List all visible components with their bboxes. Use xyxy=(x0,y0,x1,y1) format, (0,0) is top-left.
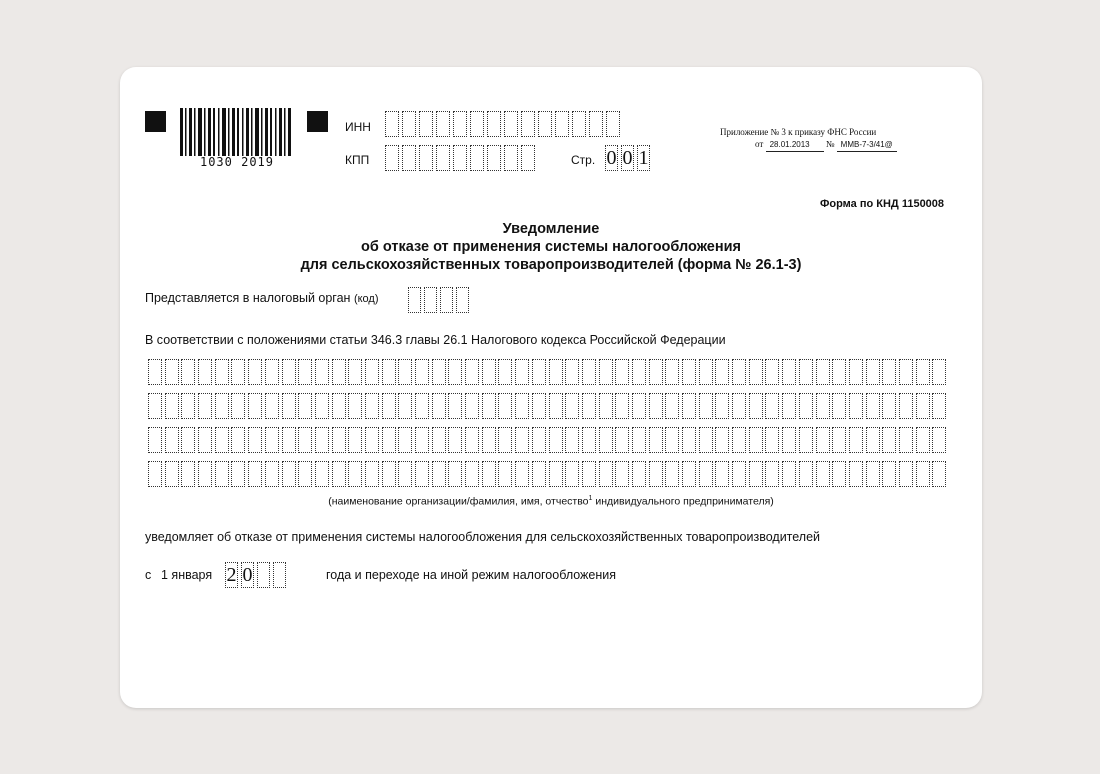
name-grid-cell[interactable] xyxy=(749,393,763,419)
name-grid-cell[interactable] xyxy=(549,461,563,487)
inn-cell[interactable] xyxy=(419,111,433,137)
inn-cell[interactable] xyxy=(589,111,603,137)
name-grid-cell[interactable] xyxy=(448,461,462,487)
name-grid-cell[interactable] xyxy=(615,427,629,453)
name-grid-cell[interactable] xyxy=(899,461,913,487)
inn-cell[interactable] xyxy=(555,111,569,137)
kpp-cell[interactable] xyxy=(453,145,467,171)
name-grid-cell[interactable] xyxy=(782,461,796,487)
page-digit[interactable]: 0 xyxy=(606,147,617,169)
name-grid-cell[interactable] xyxy=(866,393,880,419)
name-grid-cell[interactable] xyxy=(148,427,162,453)
name-grid-cell[interactable] xyxy=(265,461,279,487)
name-grid-cell[interactable] xyxy=(515,461,529,487)
inn-cell[interactable] xyxy=(487,111,501,137)
knd-code: Форма по КНД 1150008 xyxy=(820,198,945,210)
name-grid-cell[interactable] xyxy=(448,393,462,419)
name-grid-cell[interactable] xyxy=(382,359,396,385)
barcode-number: 1030 2019 xyxy=(199,155,275,169)
year-digit[interactable]: 0 xyxy=(242,564,253,586)
name-grid-cell[interactable] xyxy=(415,393,429,419)
code-cell[interactable] xyxy=(440,287,453,313)
name-grid-cell[interactable] xyxy=(782,393,796,419)
name-grid-cell[interactable] xyxy=(215,427,229,453)
title-line2: об отказе от применения системы налогообложения xyxy=(361,239,741,255)
notify-text: уведомляет об отказе от применения системы налогообложения для сельскохозяйственных товаропроизводителей xyxy=(145,530,821,544)
name-grid-cell[interactable] xyxy=(465,359,479,385)
name-grid-cell[interactable] xyxy=(498,393,512,419)
name-grid-cell[interactable] xyxy=(665,393,679,419)
year-digit[interactable] xyxy=(273,562,286,588)
name-grid-cell[interactable] xyxy=(749,461,763,487)
name-grid-cell[interactable] xyxy=(849,427,863,453)
name-grid-cell[interactable] xyxy=(532,393,546,419)
name-grid-cell[interactable] xyxy=(348,461,362,487)
name-grid-cell[interactable] xyxy=(248,393,262,419)
kpp-cell[interactable] xyxy=(521,145,535,171)
name-grid-cell[interactable] xyxy=(632,461,646,487)
name-grid-cell[interactable] xyxy=(699,461,713,487)
name-grid-cell[interactable] xyxy=(231,359,245,385)
name-grid-cell[interactable] xyxy=(532,427,546,453)
name-grid-cell[interactable] xyxy=(832,427,846,453)
name-grid-cell[interactable] xyxy=(298,393,312,419)
name-grid-cell[interactable] xyxy=(866,461,880,487)
name-grid-cell[interactable] xyxy=(816,393,830,419)
name-grid-cell[interactable] xyxy=(498,427,512,453)
kpp-cell[interactable] xyxy=(385,145,399,171)
name-grid-cell[interactable] xyxy=(365,393,379,419)
name-grid-cell[interactable] xyxy=(765,427,779,453)
name-grid-cell[interactable] xyxy=(599,393,613,419)
alignment-marker-left xyxy=(145,111,166,132)
name-grid-cell[interactable] xyxy=(882,359,896,385)
inn-cell[interactable] xyxy=(402,111,416,137)
name-grid-cell[interactable] xyxy=(348,393,362,419)
inn-cell[interactable] xyxy=(385,111,399,137)
name-grid-cell[interactable] xyxy=(866,427,880,453)
name-grid-cell[interactable] xyxy=(332,393,346,419)
name-grid-cell[interactable] xyxy=(632,427,646,453)
name-grid-cell[interactable] xyxy=(732,359,746,385)
name-caption xyxy=(120,495,982,508)
name-grid-cell[interactable] xyxy=(932,427,946,453)
name-grid-cell[interactable] xyxy=(899,393,913,419)
inn-cell[interactable] xyxy=(504,111,518,137)
name-grid-row[interactable] xyxy=(148,427,949,453)
annex-date: 28.01.2013 xyxy=(766,139,824,152)
name-grid-cell[interactable] xyxy=(198,393,212,419)
name-grid-cell[interactable] xyxy=(715,359,729,385)
name-grid-cell[interactable] xyxy=(849,461,863,487)
name-grid-cell[interactable] xyxy=(882,461,896,487)
name-grid-cell[interactable] xyxy=(582,461,596,487)
name-grid-cell[interactable] xyxy=(465,393,479,419)
name-grid-cell[interactable] xyxy=(699,393,713,419)
name-grid-cell[interactable] xyxy=(348,359,362,385)
name-grid-cell[interactable] xyxy=(482,461,496,487)
name-grid-cell[interactable] xyxy=(649,427,663,453)
name-grid-cell[interactable] xyxy=(866,359,880,385)
name-grid-cell[interactable] xyxy=(632,393,646,419)
name-grid-cell[interactable] xyxy=(181,461,195,487)
name-grid-cell[interactable] xyxy=(398,427,412,453)
name-grid-cell[interactable] xyxy=(916,359,930,385)
name-grid-cell[interactable] xyxy=(832,393,846,419)
name-grid-row[interactable] xyxy=(148,359,949,385)
name-grid-cell[interactable] xyxy=(899,427,913,453)
name-grid-cell[interactable] xyxy=(515,359,529,385)
name-grid-cell[interactable] xyxy=(749,427,763,453)
name-grid-cell[interactable] xyxy=(582,359,596,385)
tax-authority-text: Представляется в налоговый орган xyxy=(145,291,351,305)
annex-ot: от xyxy=(755,139,764,149)
name-grid-cell[interactable] xyxy=(498,359,512,385)
name-grid-cell[interactable] xyxy=(715,461,729,487)
name-grid-cell[interactable] xyxy=(432,427,446,453)
name-grid-cell[interactable] xyxy=(749,359,763,385)
name-grid-cell[interactable] xyxy=(615,393,629,419)
name-grid-cell[interactable] xyxy=(565,359,579,385)
name-grid-cell[interactable] xyxy=(649,359,663,385)
name-grid-cell[interactable] xyxy=(882,393,896,419)
name-grid-cell[interactable] xyxy=(932,393,946,419)
alignment-marker-right xyxy=(307,111,328,132)
name-grid-cell[interactable] xyxy=(215,359,229,385)
name-grid-cell[interactable] xyxy=(231,393,245,419)
name-grid-cell[interactable] xyxy=(732,393,746,419)
form-title xyxy=(120,220,982,274)
tax-authority-code-field[interactable] xyxy=(408,287,472,313)
tax-authority-label xyxy=(145,291,379,305)
name-grid-cell[interactable] xyxy=(615,359,629,385)
name-grid-cell[interactable] xyxy=(699,359,713,385)
title-line1: Уведомление xyxy=(502,221,600,237)
name-grid-cell[interactable] xyxy=(282,393,296,419)
name-grid-cell[interactable] xyxy=(448,359,462,385)
name-grid-cell[interactable] xyxy=(165,427,179,453)
name-grid-cell[interactable] xyxy=(348,427,362,453)
name-grid-cell[interactable] xyxy=(415,427,429,453)
name-grid-cell[interactable] xyxy=(932,359,946,385)
name-grid-cell[interactable] xyxy=(899,359,913,385)
annex-line2 xyxy=(755,138,990,152)
name-grid-cell[interactable] xyxy=(665,461,679,487)
name-grid-cell[interactable] xyxy=(682,461,696,487)
name-grid-cell[interactable] xyxy=(649,461,663,487)
name-grid-cell[interactable] xyxy=(365,427,379,453)
name-grid-cell[interactable] xyxy=(315,359,329,385)
name-grid-cell[interactable] xyxy=(382,393,396,419)
name-grid-cell[interactable] xyxy=(816,359,830,385)
name-grid-cell[interactable] xyxy=(882,427,896,453)
year-digit[interactable] xyxy=(257,562,270,588)
name-grid-cell[interactable] xyxy=(799,461,813,487)
name-grid-cell[interactable] xyxy=(565,461,579,487)
name-grid-cell[interactable] xyxy=(782,359,796,385)
name-grid-cell[interactable] xyxy=(498,461,512,487)
name-grid-cell[interactable] xyxy=(565,393,579,419)
from-c: с xyxy=(145,568,152,582)
name-grid-cell[interactable] xyxy=(165,461,179,487)
name-grid-cell[interactable] xyxy=(699,427,713,453)
name-grid-cell[interactable] xyxy=(665,427,679,453)
name-grid-cell[interactable] xyxy=(382,461,396,487)
name-grid-cell[interactable] xyxy=(198,359,212,385)
name-grid-cell[interactable] xyxy=(532,461,546,487)
name-grid-cell[interactable] xyxy=(715,427,729,453)
name-grid-row[interactable] xyxy=(148,393,949,419)
name-grid-cell[interactable] xyxy=(298,359,312,385)
year-digit[interactable]: 2 xyxy=(226,564,237,586)
inn-cell[interactable] xyxy=(606,111,620,137)
annex-no-label: № xyxy=(825,139,835,149)
name-grid-cell[interactable] xyxy=(298,427,312,453)
name-grid-cell[interactable] xyxy=(916,427,930,453)
name-grid-cell[interactable] xyxy=(582,393,596,419)
kpp-field[interactable] xyxy=(385,145,538,171)
name-grid-cell[interactable] xyxy=(482,359,496,385)
name-grid-cell[interactable] xyxy=(382,427,396,453)
name-grid-cell[interactable] xyxy=(398,393,412,419)
name-grid-cell[interactable] xyxy=(532,359,546,385)
name-grid-cell[interactable] xyxy=(849,393,863,419)
name-grid-cell[interactable] xyxy=(515,393,529,419)
inn-cell[interactable] xyxy=(572,111,586,137)
form-sheet xyxy=(120,67,982,708)
page-number-field[interactable] xyxy=(605,145,653,171)
name-grid-cell[interactable] xyxy=(265,359,279,385)
name-grid-row[interactable] xyxy=(148,461,949,487)
name-grid-cell[interactable] xyxy=(782,427,796,453)
name-grid-cell[interactable] xyxy=(398,359,412,385)
name-grid-cell[interactable] xyxy=(816,461,830,487)
name-grid-cell[interactable] xyxy=(248,359,262,385)
name-grid-cell[interactable] xyxy=(482,393,496,419)
name-grid-cell[interactable] xyxy=(732,427,746,453)
name-grid-cell[interactable] xyxy=(298,461,312,487)
year-field[interactable] xyxy=(225,562,289,588)
name-grid-cell[interactable] xyxy=(765,461,779,487)
name-grid-cell[interactable] xyxy=(315,461,329,487)
barcode-icon xyxy=(180,108,292,156)
name-grid-cell[interactable] xyxy=(549,427,563,453)
name-grid-cell[interactable] xyxy=(282,359,296,385)
name-grid-cell[interactable] xyxy=(432,359,446,385)
name-grid-cell[interactable] xyxy=(682,359,696,385)
name-grid-cell[interactable] xyxy=(432,461,446,487)
annex-reference xyxy=(720,126,990,152)
kpp-cell[interactable] xyxy=(504,145,518,171)
kpp-cell[interactable] xyxy=(436,145,450,171)
page-digit[interactable]: 1 xyxy=(638,147,649,169)
name-grid-cell[interactable] xyxy=(549,359,563,385)
name-grid-cell[interactable] xyxy=(932,461,946,487)
name-grid-cell[interactable] xyxy=(599,427,613,453)
name-grid-cell[interactable] xyxy=(181,359,195,385)
kpp-cell[interactable] xyxy=(470,145,484,171)
name-grid-cell[interactable] xyxy=(732,461,746,487)
name-grid-cell[interactable] xyxy=(649,393,663,419)
name-grid-cell[interactable] xyxy=(916,393,930,419)
name-grid-cell[interactable] xyxy=(215,393,229,419)
name-grid-cell[interactable] xyxy=(248,427,262,453)
name-grid-cell[interactable] xyxy=(799,359,813,385)
name-grid-cell[interactable] xyxy=(799,393,813,419)
name-grid-cell[interactable] xyxy=(148,461,162,487)
name-grid-cell[interactable] xyxy=(148,359,162,385)
name-grid-cell[interactable] xyxy=(432,393,446,419)
page-digit[interactable]: 0 xyxy=(622,147,633,169)
annex-number: ММВ-7-3/41@ xyxy=(837,139,897,152)
name-grid-cell[interactable] xyxy=(765,359,779,385)
inn-cell[interactable] xyxy=(436,111,450,137)
caption-footnote: 1 xyxy=(588,495,593,502)
inn-field[interactable] xyxy=(385,111,623,137)
code-cell[interactable] xyxy=(424,287,437,313)
name-grid-cell[interactable] xyxy=(365,461,379,487)
name-grid-cell[interactable] xyxy=(549,393,563,419)
name-grid-cell[interactable] xyxy=(832,461,846,487)
name-grid-cell[interactable] xyxy=(632,359,646,385)
kpp-label: КПП xyxy=(345,153,370,167)
code-cell[interactable] xyxy=(408,287,421,313)
name-grid-cell[interactable] xyxy=(916,461,930,487)
name-grid-cell[interactable] xyxy=(816,427,830,453)
name-grid-cell[interactable] xyxy=(332,461,346,487)
name-grid-cell[interactable] xyxy=(615,461,629,487)
inn-cell[interactable] xyxy=(538,111,552,137)
name-grid-cell[interactable] xyxy=(248,461,262,487)
from-date: 1 января xyxy=(161,568,213,582)
name-grid-cell[interactable] xyxy=(198,427,212,453)
code-cell[interactable] xyxy=(456,287,469,313)
name-grid-cell[interactable] xyxy=(215,461,229,487)
name-grid-cell[interactable] xyxy=(315,427,329,453)
name-grid-cell[interactable] xyxy=(165,359,179,385)
name-grid-cell[interactable] xyxy=(265,393,279,419)
name-grid-cell[interactable] xyxy=(582,427,596,453)
name-grid-cell[interactable] xyxy=(682,393,696,419)
name-grid-cell[interactable] xyxy=(715,393,729,419)
name-grid-cell[interactable] xyxy=(665,359,679,385)
title-line3: для сельскохозяйственных товаропроизводителей (форма № 26.1-3) xyxy=(300,257,802,273)
basis-text: В соответствии с положениями статьи 346.3 главы 26.1 Налогового кодекса Российской Федерации xyxy=(145,333,726,347)
name-grid-cell[interactable] xyxy=(849,359,863,385)
name-grid-cell[interactable] xyxy=(565,427,579,453)
name-grid-cell[interactable] xyxy=(482,427,496,453)
name-grid-cell[interactable] xyxy=(148,393,162,419)
name-grid-cell[interactable] xyxy=(282,461,296,487)
page-label: Стр. xyxy=(571,153,596,167)
name-grid-cell[interactable] xyxy=(198,461,212,487)
year-suffix: года и переходе на иной режим налогообложения xyxy=(326,568,617,582)
name-grid-cell[interactable] xyxy=(231,461,245,487)
name-grid-cell[interactable] xyxy=(332,427,346,453)
name-grid-cell[interactable] xyxy=(265,427,279,453)
inn-label: ИНН xyxy=(345,120,371,134)
name-grid-cell[interactable] xyxy=(765,393,779,419)
name-grid-cell[interactable] xyxy=(231,427,245,453)
name-grid-cell[interactable] xyxy=(515,427,529,453)
name-grid-cell[interactable] xyxy=(181,393,195,419)
name-grid-cell[interactable] xyxy=(832,359,846,385)
annex-line1: Приложение № 3 к приказу ФНС России xyxy=(720,127,877,137)
name-grid-cell[interactable] xyxy=(682,427,696,453)
inn-cell[interactable] xyxy=(521,111,535,137)
name-grid-cell[interactable] xyxy=(282,427,296,453)
name-grid-cell[interactable] xyxy=(181,427,195,453)
name-grid-cell[interactable] xyxy=(599,461,613,487)
caption-part-b: индивидуального предпринимателя) xyxy=(592,495,774,508)
name-grid-cell[interactable] xyxy=(315,393,329,419)
name-grid-cell[interactable] xyxy=(465,427,479,453)
inn-cell[interactable] xyxy=(453,111,467,137)
tax-authority-code-hint: (код) xyxy=(353,293,379,305)
name-grid-cell[interactable] xyxy=(465,461,479,487)
name-grid-cell[interactable] xyxy=(448,427,462,453)
kpp-cell[interactable] xyxy=(419,145,433,171)
name-grid-cell[interactable] xyxy=(165,393,179,419)
inn-cell[interactable] xyxy=(470,111,484,137)
name-grid-cell[interactable] xyxy=(332,359,346,385)
name-grid-cell[interactable] xyxy=(365,359,379,385)
caption-part-a: (наименование организации/фамилия, имя, отчество xyxy=(328,495,589,508)
name-grid-cell[interactable] xyxy=(599,359,613,385)
kpp-cell[interactable] xyxy=(402,145,416,171)
name-grid-cell[interactable] xyxy=(398,461,412,487)
name-grid-cell[interactable] xyxy=(415,461,429,487)
kpp-cell[interactable] xyxy=(487,145,501,171)
name-grid-cell[interactable] xyxy=(415,359,429,385)
name-grid-cell[interactable] xyxy=(799,427,813,453)
